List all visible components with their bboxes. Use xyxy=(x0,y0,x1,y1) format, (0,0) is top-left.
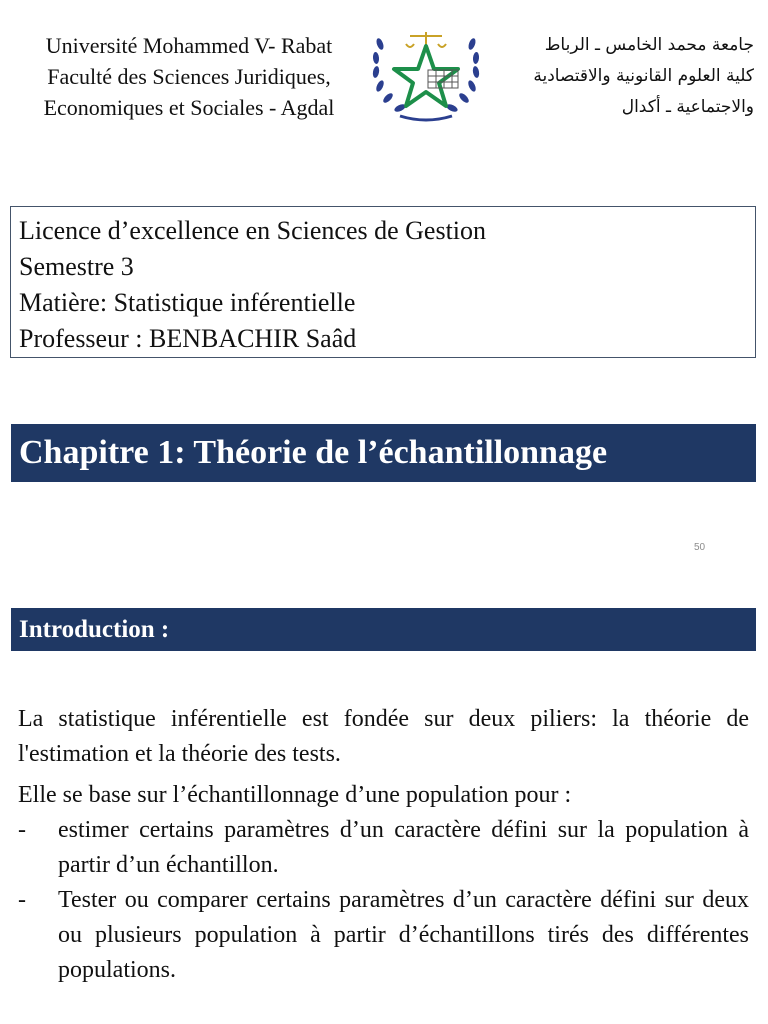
faculty-line: Faculté des Sciences Juridiques, xyxy=(47,64,331,89)
university-emblem-icon xyxy=(366,24,486,124)
page-number: 50 xyxy=(694,542,706,553)
university-line: جامعة محمد الخامس ـ الرباط xyxy=(544,35,754,55)
list-item-text: estimer certains paramètres d’un caractère défini sur la population à partir d’un échantillon. xyxy=(58,817,749,878)
program-line: Licence d’excellence en Sciences de Gestion xyxy=(19,216,487,245)
bullet-marker: - xyxy=(18,817,26,843)
paragraph: La statistique inférentielle est fondée sur deux piliers: la théorie de l'estimation et la théorie des tests. xyxy=(18,706,749,767)
university-line: Université Mohammed V- Rabat xyxy=(45,33,333,58)
paragraph: Elle se base sur l’échantillonnage d’une population pour : xyxy=(18,782,572,808)
bullet-marker: - xyxy=(18,887,26,913)
faculty-line: والاجتماعية ـ أكدال xyxy=(621,97,754,117)
list-item-text: Tester ou comparer certains paramètres d’un caractère défini sur deux ou plusieurs population à partir d’échantillons tirés des différentes populations. xyxy=(58,887,749,983)
university-name-french xyxy=(14,30,364,123)
bullet-list xyxy=(18,813,749,988)
subject-line: Matière: Statistique inférentielle xyxy=(19,288,356,317)
faculty-line: كلية العلوم القانونية والاقتصادية xyxy=(533,66,754,86)
section-title: Introduction : xyxy=(11,608,756,651)
chapter-title: Chapitre 1: Théorie de l’échantillonnage xyxy=(11,424,756,482)
faculty-line: Economiques et Sociales - Agdal xyxy=(43,95,335,120)
university-name-arabic xyxy=(474,30,754,123)
list-item xyxy=(18,883,749,988)
list-item xyxy=(18,813,749,883)
body-text xyxy=(18,702,749,988)
professor-line: Professeur : BENBACHIR Saâd xyxy=(19,324,357,353)
course-info-box xyxy=(10,206,756,358)
semester-line: Semestre 3 xyxy=(19,252,134,281)
